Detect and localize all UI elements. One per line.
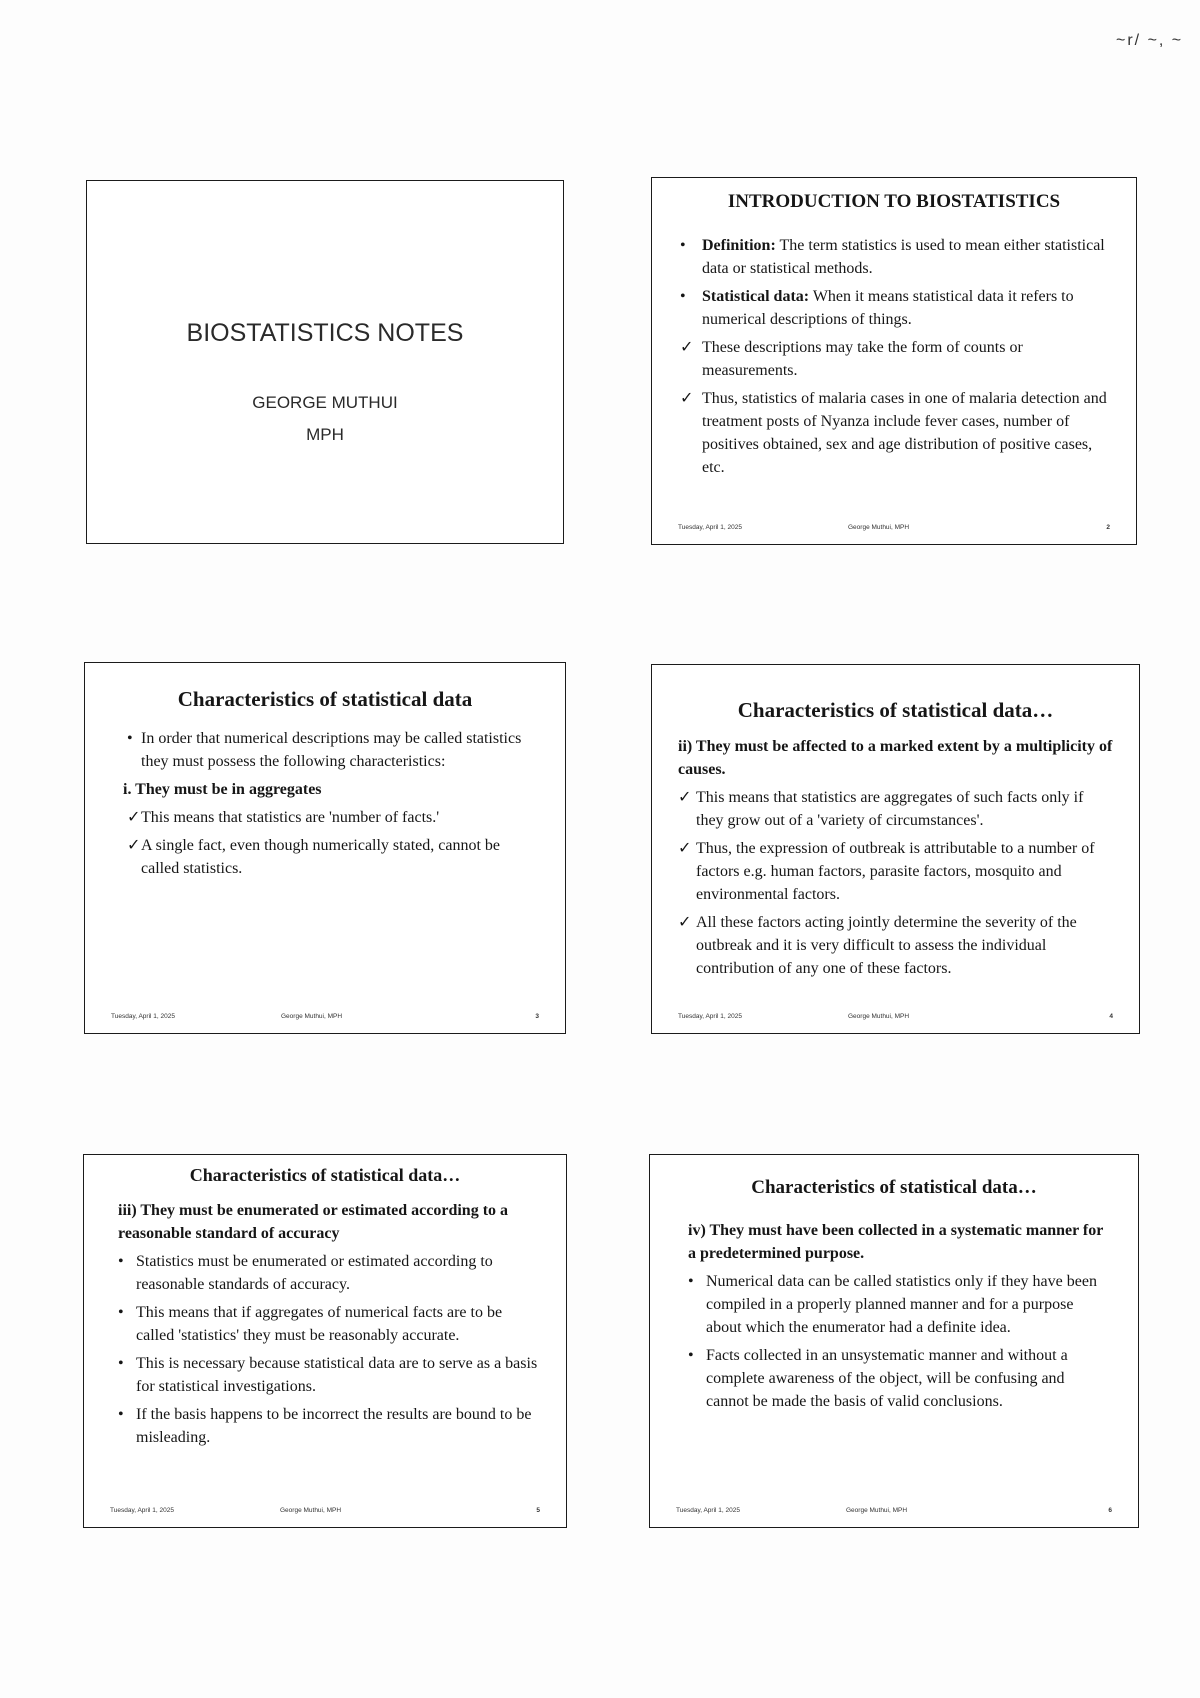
list-item [688,1270,1108,1339]
slide-footer [110,1507,540,1519]
slide-body [118,1199,538,1454]
list-item [127,806,535,829]
bullet-icon: • [118,1355,124,1372]
slide-title: Characteristics of statistical data… [189,1165,461,1185]
footer-date: Tuesday, April 1, 2025 [678,524,742,531]
slide-6 [649,1154,1139,1528]
list-item [118,1403,538,1449]
slide-1-cover [86,180,564,544]
slide-4 [651,664,1140,1034]
list-item [678,911,1113,980]
cover-title: BIOSTATISTICS NOTES [186,319,464,347]
bullet-icon: • [688,1273,694,1290]
list-item [127,834,535,880]
item-text: The term statistics is used to mean either statistical data or statistical methods. [702,237,1105,277]
slide-footer [676,1507,1112,1519]
item-text: These descriptions may take the form of counts or measurements. [702,339,1023,379]
page-corner-mark: ~r/ ~, ~ [1116,32,1184,49]
bullet-icon: • [680,288,686,305]
footer-author: George Muthui, MPH [281,1013,343,1020]
checkmark-icon: ✓ [127,809,141,826]
slide-3 [84,662,566,1034]
list-item [118,1250,538,1296]
item-text: If the basis happens to be incorrect the results are bound to be misleading. [136,1406,532,1446]
footer-date: Tuesday, April 1, 2025 [678,1013,742,1020]
cover-author: GEORGE MUTHUI [252,393,398,412]
bullet-icon: • [118,1253,124,1270]
item-text: This means that statistics are aggregates of such facts only if they grow out of a 'variety of circumstances'. [696,789,1084,829]
slide-title: Characteristics of statistical data… [751,1177,1037,1198]
slide-number: 6 [1108,1507,1112,1514]
footer-author: George Muthui, MPH [846,1507,908,1514]
item-text: Thus, statistics of malaria cases in one of malaria detection and treatment posts of Nyanza include fever cases, number of positives obtained, sex and age distribution of positive cases, etc. [702,390,1107,476]
item-text: All these factors acting jointly determine the severity of the outbreak and it is very difficult to assess the individual contribution of any one of these factors. [696,914,1077,977]
subheading: ii) They must be affected to a marked extent by a multiplicity of causes. [678,738,1113,778]
bullet-icon: • [680,237,686,254]
footer-author: George Muthui, MPH [848,1013,910,1020]
item-text: This is necessary because statistical data are to serve as a basis for statistical investigations. [136,1355,538,1395]
item-text: Statistics must be enumerated or estimated according to reasonable standards of accuracy. [136,1253,493,1293]
footer-date: Tuesday, April 1, 2025 [676,1507,740,1514]
list-item [680,336,1110,382]
checkmark-icon: ✓ [680,339,694,356]
checkmark-icon: ✓ [678,840,692,857]
list-item [678,837,1113,906]
footer-author: George Muthui, MPH [280,1507,342,1514]
bullet-icon: • [127,730,133,747]
slide-title: Characteristics of statistical data… [737,698,1054,722]
slide-title: Characteristics of statistical data [177,687,473,711]
checkmark-icon: ✓ [678,789,692,806]
slide-body [688,1219,1108,1418]
slide-body [680,234,1110,484]
subheading: iv) They must have been collected in a systematic manner for a predetermined purpose. [688,1222,1104,1262]
subheading: i. They must be in aggregates [123,781,322,798]
item-text: Facts collected in an unsystematic manner and without a complete awareness of the object, will be confusing and cannot be made the basis of valid conclusions. [706,1347,1068,1410]
slide-footer [111,1013,539,1025]
list-item [127,727,535,773]
list-item [678,786,1113,832]
item-label: Statistical data: [702,288,810,305]
checkmark-icon: ✓ [127,837,141,854]
item-text: This means that if aggregates of numerical facts are to be called 'statistics' they must be reasonably accurate. [136,1304,503,1344]
slide-footer [678,1013,1113,1025]
item-text: This means that statistics are 'number of facts.' [141,809,440,826]
slide-title: INTRODUCTION TO BIOSTATISTICS [727,191,1061,212]
bullet-icon: • [118,1304,124,1321]
subheading: iii) They must be enumerated or estimated according to a reasonable standard of accuracy [118,1202,509,1242]
cover-degree: MPH [306,425,344,444]
item-text: In order that numerical descriptions may be called statistics they must possess the following characteristics: [141,730,522,770]
slide-number: 5 [536,1507,540,1514]
bullet-icon: • [688,1347,694,1364]
list-item [680,387,1110,479]
slide-body [123,727,535,885]
slide-body [678,735,1113,985]
slide-footer [678,524,1110,536]
checkmark-icon: ✓ [680,390,694,407]
slide-number: 2 [1106,524,1110,531]
slide-2 [651,177,1137,545]
item-text: Thus, the expression of outbreak is attributable to a number of factors e.g. human factors, parasite factors, mosquito and environmental factors. [696,840,1095,903]
footer-date: Tuesday, April 1, 2025 [111,1013,175,1020]
item-text: When it means statistical data it refers to numerical descriptions of things. [702,288,1074,328]
list-item [680,285,1110,331]
item-label: Definition: [702,237,776,254]
checkmark-icon: ✓ [678,914,692,931]
item-text: A single fact, even though numerically stated, cannot be called statistics. [141,837,500,877]
list-item [118,1352,538,1398]
slide-number: 3 [535,1013,539,1020]
footer-date: Tuesday, April 1, 2025 [110,1507,174,1514]
item-text: Numerical data can be called statistics only if they have been compiled in a properly planned manner and for a purpose about which the enumerator had a definite idea. [706,1273,1097,1336]
bullet-icon: • [118,1406,124,1423]
footer-author: George Muthui, MPH [848,524,910,531]
list-item [118,1301,538,1347]
list-item [680,234,1110,280]
slide-number: 4 [1109,1013,1113,1020]
slide-5 [83,1154,567,1528]
list-item [688,1344,1108,1413]
